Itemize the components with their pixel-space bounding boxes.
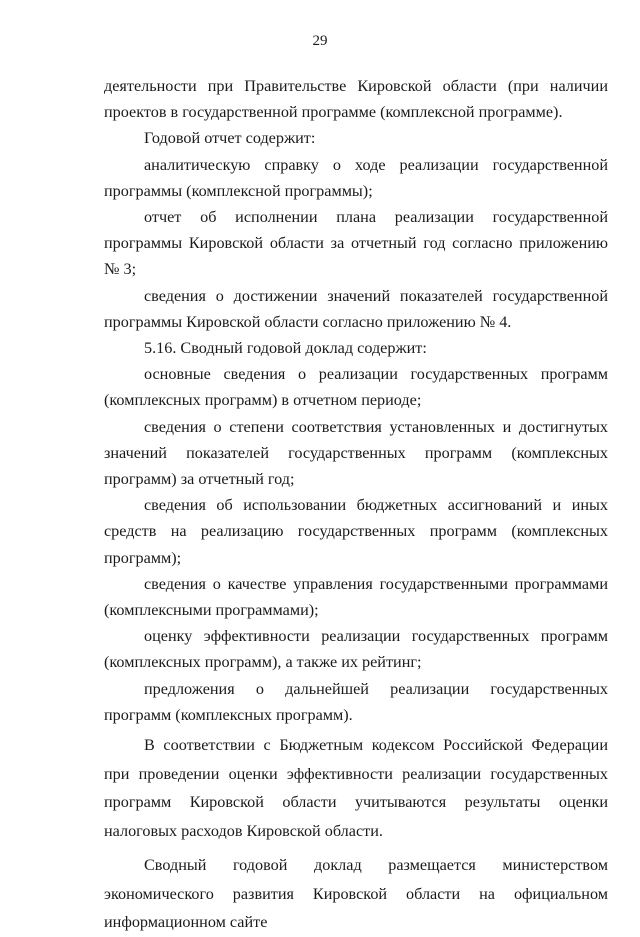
- paragraph-annual-report-heading: Годовой отчет содержит:: [144, 129, 316, 148]
- document-body: [104, 73, 608, 937]
- paragraph-continuation: деятельности при Правительстве Кировской области (при наличии проектов в государственной программе (комплексной программе).: [104, 77, 608, 122]
- page-number: 29: [312, 33, 328, 49]
- paragraph-basic-info: основные сведения о реализации государственных программ (комплексных программ) в отчетном периоде;: [104, 365, 608, 410]
- paragraph-indicators-info: сведения о достижении значений показателей государственной программы Кировской области согласно приложению № 4.: [104, 286, 608, 331]
- paragraph-compliance-info: сведения о степени соответствия установленных и достигнутых значений показателей государственных программ (комплексных программ) за отчетный год;: [104, 417, 608, 489]
- paragraph-publication: Сводный годовой доклад размещается министерством экономического развития Кировской области на официальном информационном сайте: [104, 856, 608, 932]
- paragraph-proposals: предложения о дальнейшей реализации государственных программ (комплексных программ).: [104, 679, 608, 724]
- paragraph-analytical-note: аналитическую справку о ходе реализации государственной программы (комплексной программы);: [104, 155, 608, 200]
- paragraph-efficiency-rating: оценку эффективности реализации государственных программ (комплексных программ), а также их рейтинг;: [104, 627, 608, 672]
- paragraph-budget-info: сведения об использовании бюджетных ассигнований и иных средств на реализацию государственных программ (комплексных программ);: [104, 496, 608, 567]
- paragraph-plan-report: отчет об исполнении плана реализации государственной программы Кировской области за отчетный год согласно приложению № 3;: [104, 208, 608, 279]
- paragraph-management-quality: сведения о качестве управления государственными программами (комплексными программами);: [104, 574, 608, 620]
- paragraph-summary-report-heading: 5.16. Сводный годовой доклад содержит:: [144, 339, 427, 358]
- paragraph-budget-code: В соответствии с Бюджетным кодексом Российской Федерации при проведении оценки эффективности реализации государственных программ Кировской области учитываются результаты оценки налоговых расходов Кировской области.: [104, 736, 608, 840]
